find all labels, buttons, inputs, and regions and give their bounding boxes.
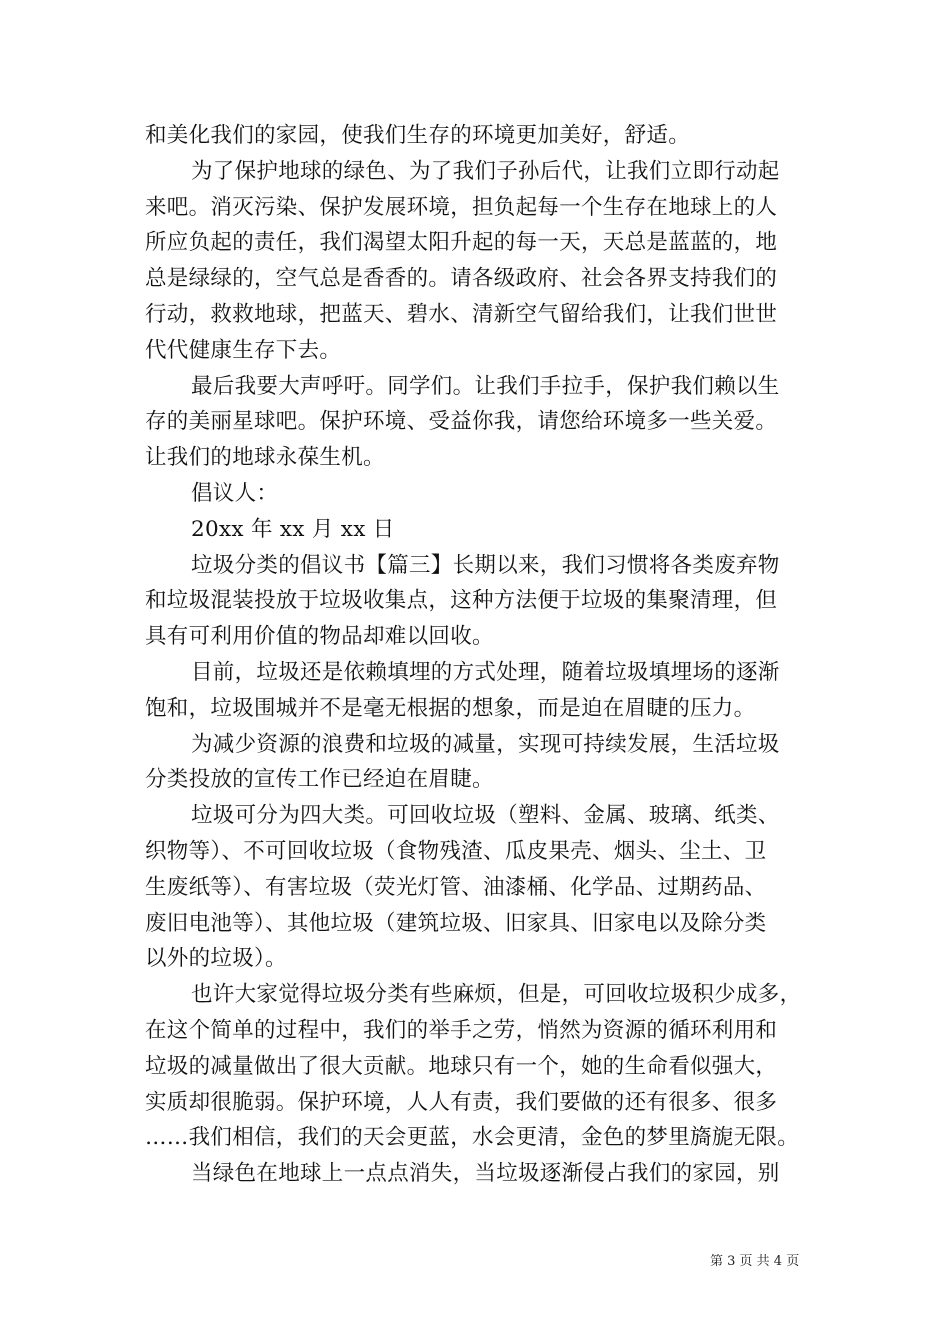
text-line: 饱和，垃圾围城并不是毫无根据的想象，而是迫在眉睫的压力。 (145, 695, 756, 721)
text-line: 当绿色在地球上一点点消失，当垃圾逐渐侵占我们的家园，别 (191, 1161, 780, 1187)
text-line: 分类投放的宣传工作已经迫在眉睫。 (145, 767, 494, 793)
text-line: 和美化我们的家园，使我们生存的环境更加美好，舒适。 (145, 123, 691, 148)
text-line: 来吧。消灭污染、保护发展环境，担负起每一个生存在地球上的人 (145, 194, 778, 220)
text-line: 在这个简单的过程中，我们的举手之劳，悄然为资源的循环利用和 (145, 1017, 778, 1043)
text-line: 织物等）、不可回收垃圾（食物残渣、瓜皮果壳、烟头、尘土、卫 (145, 838, 767, 864)
text-line: 为了保护地球的绿色、为了我们子孙后代，让我们立即行动起 (191, 158, 780, 184)
text-line: 代代健康生存下去。 (145, 337, 342, 363)
text-line: 垃圾的减量做出了很大贡献。地球只有一个，她的生命看似强大， (145, 1053, 778, 1079)
text-line: ……我们相信，我们的天会更蓝，水会更清，金色的梦里旖旎无限。 (145, 1125, 800, 1151)
text-line: 也许大家觉得垃圾分类有些麻烦，但是，可回收垃圾积少成多， (191, 982, 802, 1008)
text-line: 废旧电池等）、其他垃圾（建筑垃圾、旧家具、旧家电以及除分类 (145, 910, 767, 936)
page-number-footer: 第 3 页 共 4 页 (710, 1254, 800, 1269)
text-line: 倡议人： (191, 480, 279, 506)
text-line: 以外的垃圾）。 (145, 946, 287, 972)
text-line: 垃圾分类的倡议书【篇三】长期以来，我们习惯将各类废弃物 (191, 552, 780, 578)
text-line: 存的美丽星球吧。保护环境、受益你我，请您给环境多一些关爱。 (145, 409, 778, 435)
text-line: 生废纸等）、有害垃圾（荧光灯管、油漆桶、化学品、过期药品、 (145, 874, 767, 900)
text-line: 20xx 年 xx 月 xx 日 (191, 516, 395, 542)
text-line: 所应负起的责任，我们渴望太阳升起的每一天，天总是蓝蓝的，地 (145, 230, 778, 256)
text-line: 目前，垃圾还是依赖填埋的方式处理，随着垃圾填埋场的逐渐 (191, 659, 780, 685)
text-line: 具有可利用价值的物品却难以回收。 (145, 624, 494, 650)
text-line: 行动，救救地球，把蓝天、碧水、清新空气留给我们，让我们世世 (145, 301, 778, 327)
text-line: 实质却很脆弱。保护环境，人人有责，我们要做的还有很多、很多 (145, 1089, 778, 1115)
text-line: 让我们的地球永葆生机。 (145, 445, 385, 471)
text-line: 垃圾可分为四大类。可回收垃圾（塑料、金属、玻璃、纸类、 (191, 803, 780, 829)
text-line: 总是绿绿的，空气总是香香的。请各级政府、社会各界支持我们的 (145, 266, 778, 292)
text-line: 为减少资源的浪费和垃圾的减量，实现可持续发展，生活垃圾 (191, 731, 780, 757)
text-line: 最后我要大声呼吁。同学们。让我们手拉手，保护我们赖以生 (191, 373, 780, 399)
text-line: 和垃圾混装投放于垃圾收集点，这种方法便于垃圾的集聚清理，但 (145, 588, 778, 614)
document-body (145, 118, 805, 1192)
